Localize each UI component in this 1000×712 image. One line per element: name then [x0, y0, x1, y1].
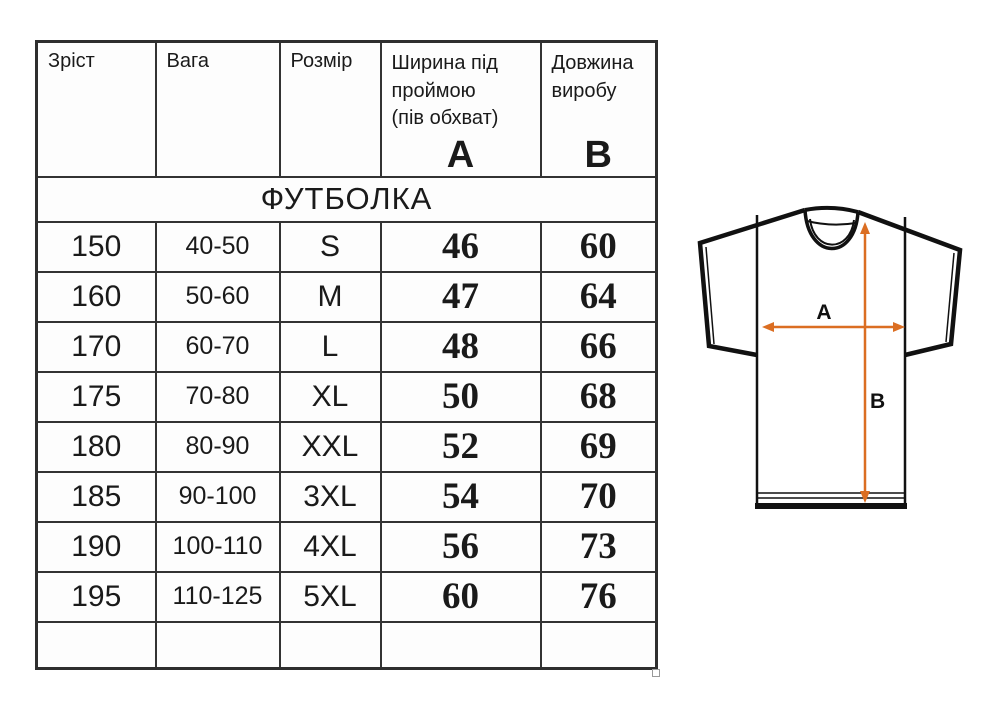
measure-arrow-a-head-right	[893, 322, 905, 332]
cell-width-a: 50	[381, 372, 541, 422]
cell-width-a: 56	[381, 522, 541, 572]
col-header-width-a-lines	[392, 50, 538, 133]
cell-size: 3XL	[280, 472, 381, 522]
table-header-row	[37, 42, 657, 177]
cell-size: XXL	[280, 422, 381, 472]
table-row	[37, 522, 657, 572]
length-line-1: Довжина	[551, 52, 634, 74]
col-header-length-b-lines	[552, 50, 654, 105]
table-empty-row	[37, 622, 657, 669]
cell-size: 4XL	[280, 522, 381, 572]
cell-height: 160	[37, 272, 156, 322]
cell-size: 5XL	[280, 572, 381, 622]
col-header-height-label: Зріст	[48, 50, 95, 72]
table-row	[37, 472, 657, 522]
table-title: ФУТБОЛКА	[37, 177, 657, 222]
tshirt-diagram	[690, 195, 970, 515]
size-table	[35, 40, 658, 670]
tshirt-left-sleeve	[700, 210, 805, 355]
tshirt-outline	[700, 208, 960, 507]
col-header-weight	[156, 42, 280, 177]
table-row	[37, 572, 657, 622]
table-row	[37, 372, 657, 422]
cell-width-a: 52	[381, 422, 541, 472]
width-line-1: Ширина під	[391, 52, 498, 74]
cell-length-b: 76	[541, 572, 657, 622]
cell-weight: 40-50	[156, 222, 280, 272]
col-letter-b: B	[584, 133, 612, 176]
diagram-label-a: A	[816, 301, 832, 324]
cell-weight: 100-110	[156, 522, 280, 572]
empty-cell	[280, 622, 381, 669]
cell-width-a: 48	[381, 322, 541, 372]
width-line-2: проймою	[391, 79, 476, 102]
cell-weight: 90-100	[156, 472, 280, 522]
empty-cell	[381, 622, 541, 669]
cell-length-b: 68	[541, 372, 657, 422]
table-row	[37, 322, 657, 372]
width-line-3: (пів обхват)	[391, 107, 499, 130]
tshirt-right-sleeve	[858, 212, 960, 355]
tshirt-collar-band	[807, 221, 856, 225]
measure-arrows	[762, 222, 905, 503]
cell-width-a: 47	[381, 272, 541, 322]
cell-length-b: 64	[541, 272, 657, 322]
empty-cell	[541, 622, 657, 669]
cell-height: 195	[37, 572, 156, 622]
cell-height: 180	[37, 422, 156, 472]
cell-height: 190	[37, 522, 156, 572]
cell-length-b: 73	[541, 522, 657, 572]
col-letter-a: A	[446, 133, 475, 176]
cell-weight: 80-90	[156, 422, 280, 472]
cell-size: S	[280, 222, 381, 272]
col-header-weight-label: Вага	[166, 50, 209, 72]
table-title-row	[37, 177, 657, 222]
table-row	[37, 272, 657, 322]
cell-width-a: 46	[381, 222, 541, 272]
cell-width-a: 54	[381, 472, 541, 522]
cell-length-b: 60	[541, 222, 657, 272]
cell-size: M	[280, 272, 381, 322]
cell-weight: 110-125	[156, 572, 280, 622]
length-line-2: виробу	[551, 79, 617, 102]
cell-width-a: 60	[381, 572, 541, 622]
col-header-size	[280, 42, 381, 177]
cell-length-b: 70	[541, 472, 657, 522]
cell-height: 185	[37, 472, 156, 522]
cell-height: 175	[37, 372, 156, 422]
cell-height: 150	[37, 222, 156, 272]
empty-cell	[37, 622, 156, 669]
measure-arrow-b-head-bottom	[860, 491, 870, 503]
measure-arrow-a-head-left	[762, 322, 774, 332]
resize-handle-artifact	[652, 669, 660, 677]
empty-cell	[156, 622, 280, 669]
cell-weight: 50-60	[156, 272, 280, 322]
cell-length-b: 69	[541, 422, 657, 472]
col-header-height	[37, 42, 156, 177]
col-header-width-a	[381, 42, 541, 177]
table-row	[37, 422, 657, 472]
cell-weight: 60-70	[156, 322, 280, 372]
tshirt-collar-top	[805, 208, 858, 212]
cell-size: XL	[280, 372, 381, 422]
col-header-size-label: Розмір	[290, 50, 353, 72]
table-row	[37, 222, 657, 272]
col-header-length-b	[541, 42, 657, 177]
cell-height: 170	[37, 322, 156, 372]
diagram-label-b: B	[870, 390, 886, 413]
cell-weight: 70-80	[156, 372, 280, 422]
cell-length-b: 66	[541, 322, 657, 372]
cell-size: L	[280, 322, 381, 372]
measure-arrow-b-head-top	[860, 222, 870, 234]
